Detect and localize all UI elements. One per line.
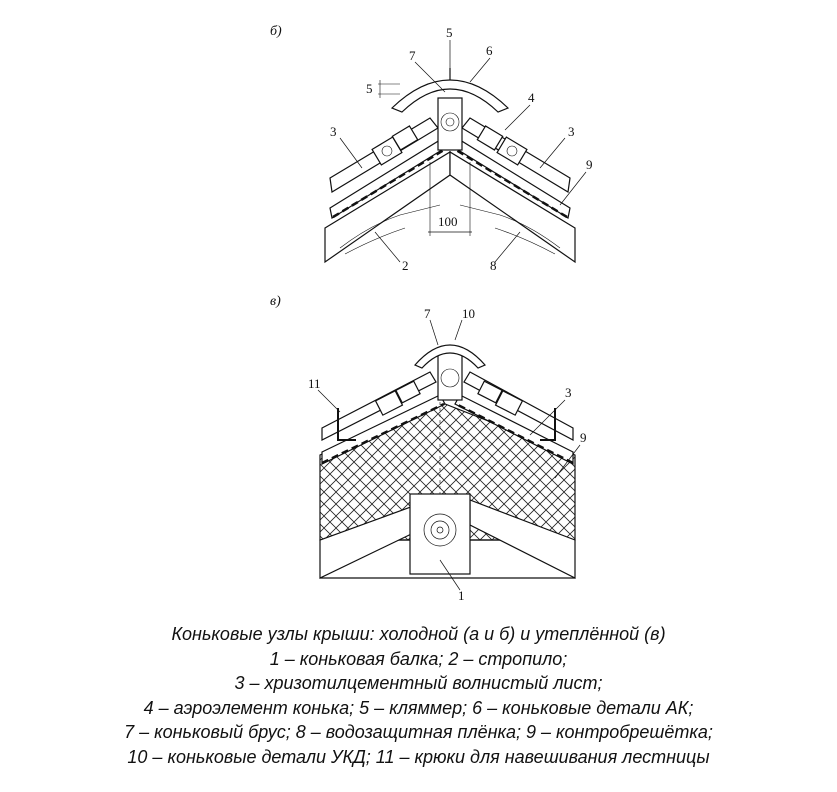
label-b-3-right: 3 [568,124,575,139]
ridge-beam [410,494,470,574]
label-v-7: 7 [424,306,431,321]
caption-line-5: 7 – коньковый брус; 8 – водозащитная плёнка; 9 – контробрешётка; [124,722,713,742]
figure-caption [0,622,837,769]
label-b-7: 7 [409,48,416,63]
label-b-dim-100: 100 [438,214,458,229]
label-b-8: 8 [490,258,497,273]
label-b-5-top: 5 [446,25,453,40]
label-v-10: 10 [462,306,475,321]
caption-line-6: 10 – коньковые детали УКД; 11 – крюки для навешивания лестницы [127,746,710,767]
label-b-3-left: 3 [330,124,337,139]
label-v-1: 1 [458,588,465,603]
caption-line-2: 1 – коньковая балка; 2 – стропило; [269,648,568,669]
subfigure-label-b: б) [270,24,282,39]
drawing-v [318,320,580,590]
caption-line-3: 3 – хризотилцементный волнистый лист; [234,673,603,693]
label-v-3: 3 [565,385,572,400]
label-v-9: 9 [580,430,587,445]
label-b-2: 2 [402,258,409,273]
caption-line-4: 4 – аэроэлемент конька; 5 – кляммер; 6 – коньковые детали АК; [143,697,694,718]
label-v-11: 11 [308,376,321,391]
subfigure-label-v: в) [270,294,281,309]
label-b-9: 9 [586,157,593,172]
label-b-5-dim: 5 [366,81,373,96]
label-b-6: 6 [486,43,493,58]
label-b-4: 4 [528,90,535,105]
caption-line-1: Коньковые узлы крыши: холодной (а и б) и утеплённой (в) [171,624,666,644]
